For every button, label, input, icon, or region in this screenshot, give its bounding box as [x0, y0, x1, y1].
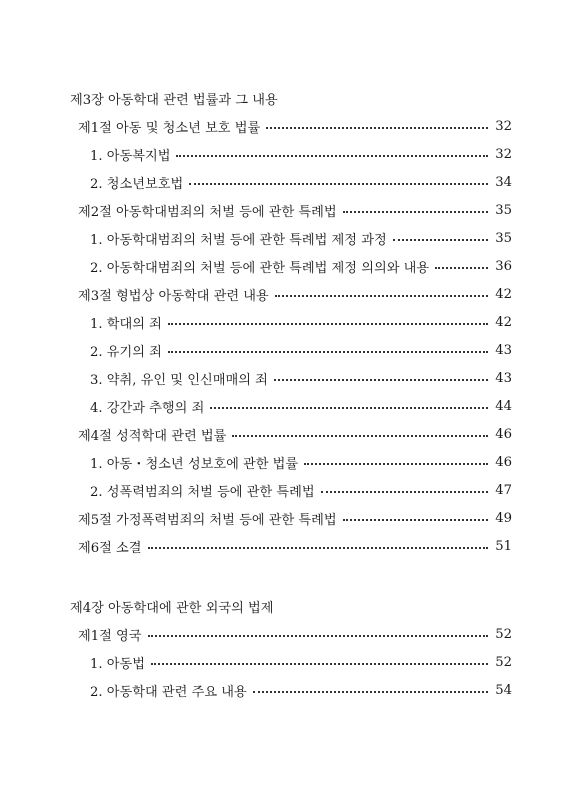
toc-section[interactable]: [78, 200, 512, 220]
dot-leader: [168, 322, 488, 325]
toc-page-number: 47: [495, 482, 512, 498]
toc-label: 제2절 아동학대범죄의 처벌 등에 관한 특례법: [78, 204, 337, 220]
toc-label: 제3절 형법상 아동학대 관련 내용: [78, 288, 269, 304]
toc-page-number: 36: [495, 258, 512, 274]
dot-leader: [343, 210, 488, 213]
toc-section[interactable]: [78, 284, 512, 304]
toc-subsection[interactable]: [90, 480, 512, 500]
toc-label: 2. 아동학대범죄의 처벌 등에 관한 특례법 제정 의의와 내용: [90, 260, 430, 276]
dot-leader: [151, 662, 488, 665]
toc-label: 제6절 소결: [78, 540, 142, 556]
toc-page-number: 46: [495, 454, 512, 470]
toc-label: 제1절 아동 및 청소년 보호 법률: [78, 120, 261, 136]
toc-subsection[interactable]: [90, 172, 512, 192]
dot-leader: [275, 294, 488, 297]
dot-leader: [304, 462, 488, 465]
toc-section[interactable]: [78, 116, 512, 136]
toc-subsection[interactable]: [90, 340, 512, 360]
dot-leader: [253, 690, 488, 693]
toc-label: 제4절 성적학대 관련 법률: [78, 428, 227, 444]
toc-page-number: 51: [495, 538, 512, 554]
dot-leader: [210, 406, 488, 409]
toc-page-number: 43: [495, 342, 512, 358]
toc-section[interactable]: [78, 536, 512, 556]
toc-label: 2. 유기의 죄: [90, 344, 162, 360]
toc-label: 1. 학대의 죄: [90, 316, 162, 332]
toc-page-number: 43: [495, 370, 512, 386]
dot-leader: [168, 350, 488, 353]
toc-page-number: 35: [495, 202, 512, 218]
toc-subsection[interactable]: [90, 396, 512, 416]
toc-page-number: 52: [495, 626, 512, 642]
toc-label: 2. 청소년보호법: [90, 176, 184, 192]
toc-subsection[interactable]: [90, 256, 512, 276]
toc-section[interactable]: [78, 508, 512, 528]
toc-subsection[interactable]: [90, 228, 512, 248]
toc-page-number: 46: [495, 426, 512, 442]
toc-subsection[interactable]: [90, 452, 512, 472]
dot-leader: [321, 490, 488, 493]
toc-label: 제1절 영국: [78, 628, 142, 644]
toc-label: 제5절 가정폭력범죄의 처벌 등에 관한 특례법: [78, 512, 337, 528]
toc-page-number: 34: [495, 174, 512, 190]
dot-leader: [393, 238, 488, 241]
toc-label: 1. 아동・청소년 성보호에 관한 법률: [90, 456, 299, 472]
toc-label: 2. 아동학대 관련 주요 내용: [90, 684, 247, 700]
dot-leader: [232, 434, 488, 437]
toc-subsection[interactable]: [90, 312, 512, 332]
dot-leader: [343, 518, 488, 521]
toc-label: 3. 약취, 유인 및 인신매매의 죄: [90, 372, 268, 388]
toc-subsection[interactable]: [90, 144, 512, 164]
dot-leader: [266, 126, 488, 129]
dot-leader: [176, 154, 488, 157]
toc-label: 4. 강간과 추행의 죄: [90, 400, 205, 416]
dot-leader: [189, 182, 488, 185]
dot-leader: [148, 546, 488, 549]
toc-page-number: 32: [495, 146, 512, 162]
toc-page-number: 52: [495, 654, 512, 670]
toc-page-number: 42: [495, 286, 512, 302]
toc-subsection[interactable]: [90, 368, 512, 388]
chapter-title: 제3장 아동학대 관련 법률과 그 내용: [70, 93, 278, 108]
dot-leader: [274, 378, 488, 381]
dot-leader: [435, 266, 488, 269]
chapter-title: 제4장 아동학대에 관한 외국의 법제: [70, 601, 274, 616]
toc-label: 1. 아동법: [90, 656, 145, 672]
dot-leader: [148, 634, 488, 637]
toc-page-number: 49: [495, 510, 512, 526]
toc-section[interactable]: [78, 424, 512, 444]
toc-section[interactable]: [78, 624, 512, 644]
toc-page-number: 54: [495, 682, 512, 698]
toc-page-number: 44: [495, 398, 512, 414]
toc-subsection[interactable]: [90, 680, 512, 700]
toc-label: 2. 성폭력범죄의 처벌 등에 관한 특례법: [90, 484, 315, 500]
toc-label: 1. 아동복지법: [90, 148, 171, 164]
toc-page-number: 32: [495, 118, 512, 134]
toc-label: 1. 아동학대범죄의 처벌 등에 관한 특례법 제정 과정: [90, 232, 387, 248]
toc-subsection[interactable]: [90, 652, 512, 672]
toc-page-number: 42: [495, 314, 512, 330]
toc-page-number: 35: [495, 230, 512, 246]
